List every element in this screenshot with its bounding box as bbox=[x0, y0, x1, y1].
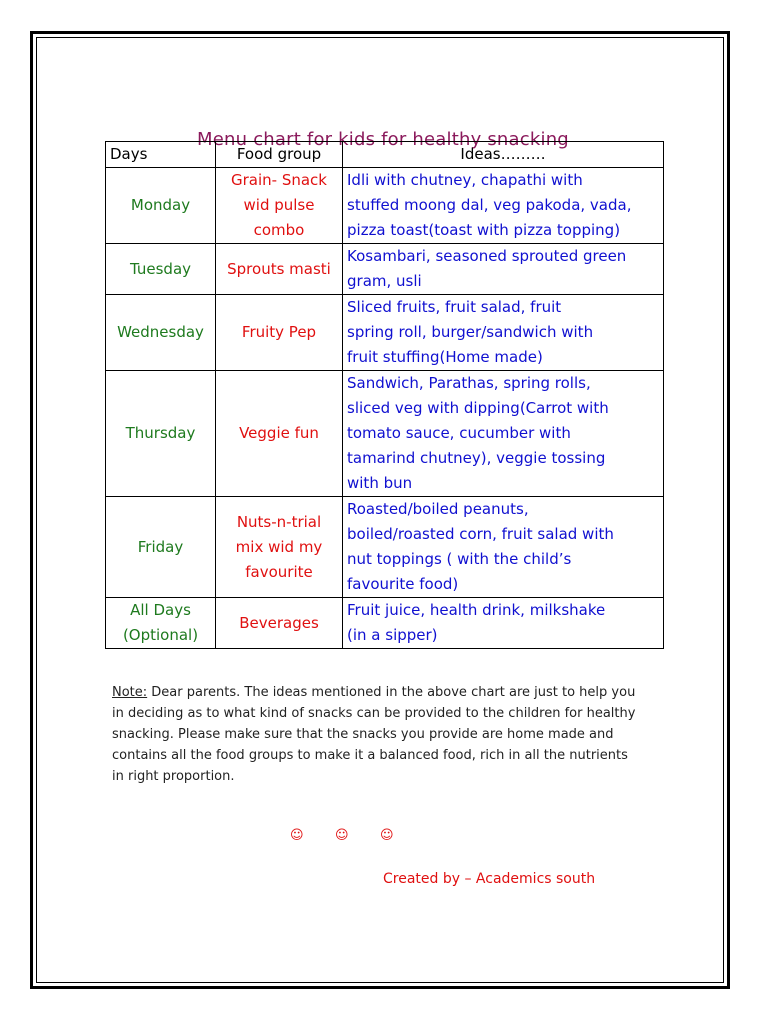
smiley-icon: ☺ bbox=[290, 828, 304, 843]
header-food-group: Food group bbox=[216, 142, 343, 168]
table-row bbox=[106, 244, 664, 295]
ideas-cell bbox=[343, 371, 664, 497]
day-cell-line: Wednesday bbox=[117, 323, 204, 341]
table-row bbox=[106, 497, 664, 598]
ideas-cell bbox=[343, 244, 664, 295]
ideas-cell-line: sliced veg with dipping(Carrot with bbox=[347, 399, 609, 417]
day-cell bbox=[106, 598, 216, 649]
food-group-cell bbox=[216, 244, 343, 295]
ideas-cell-line: Sandwich, Parathas, spring rolls, bbox=[347, 374, 591, 392]
food-group-cell-line: Nuts-n-trial bbox=[236, 512, 322, 531]
credit-line: Created by – Academics south bbox=[383, 871, 596, 887]
food-group-cell bbox=[216, 598, 343, 649]
day-cell-line: Thursday bbox=[125, 424, 196, 442]
day-cell bbox=[106, 371, 216, 497]
day-cell-line: Friday bbox=[137, 537, 184, 556]
ideas-cell bbox=[343, 598, 664, 649]
ideas-cell-line: gram, usli bbox=[347, 272, 422, 290]
day-cell-line: (Optional) bbox=[122, 626, 199, 644]
smiley-icon: ☺ bbox=[335, 828, 349, 843]
day-cell-line: Tuesday bbox=[129, 259, 192, 278]
table-row bbox=[106, 168, 664, 244]
food-group-cell bbox=[216, 371, 343, 497]
ideas-cell-line: Roasted/boiled peanuts, bbox=[347, 500, 529, 518]
food-group-cell-line: Beverages bbox=[239, 613, 319, 632]
food-group-cell-line: Grain- Snack bbox=[231, 171, 327, 189]
page-title: Menu chart for kids for healthy snacking bbox=[197, 129, 569, 150]
smiley-icon: ☺ bbox=[380, 828, 394, 843]
day-cell bbox=[106, 244, 216, 295]
ideas-cell-line: Kosambari, seasoned sprouted green bbox=[347, 247, 627, 265]
day-cell bbox=[106, 295, 216, 371]
ideas-cell-line: (in a sipper) bbox=[347, 626, 438, 644]
food-group-cell-line: Veggie fun bbox=[239, 424, 319, 442]
ideas-cell bbox=[343, 295, 664, 371]
food-group-cell-line: mix wid my bbox=[235, 537, 323, 556]
food-group-cell bbox=[216, 295, 343, 371]
ideas-cell-line: Fruit juice, health drink, milkshake bbox=[347, 601, 606, 619]
ideas-cell bbox=[343, 497, 664, 598]
day-cell-line: All Days bbox=[130, 601, 191, 619]
ideas-cell-line: spring roll, burger/sandwich with bbox=[347, 323, 594, 341]
food-group-cell bbox=[216, 168, 343, 244]
food-group-cell bbox=[216, 497, 343, 598]
ideas-cell-line: fruit stuffing(Home made) bbox=[347, 348, 543, 366]
ideas-cell-line: favourite food) bbox=[347, 575, 459, 593]
food-group-cell-line: wid pulse bbox=[243, 196, 315, 214]
ideas-cell-line: with bun bbox=[347, 474, 413, 492]
table-header-row bbox=[106, 142, 664, 168]
food-group-cell-line: Sprouts masti bbox=[227, 259, 331, 278]
note-text: Dear parents. The ideas mentioned in the above chart are just to help you in deciding as to what kind of snacks can be provided to the children for healthy snacking. Please make sure that the snacks you provide are home made and contains all the food groups to make it a balanced food, rich in all the nutrients in right proportion. bbox=[112, 685, 636, 784]
food-group-cell-line: favourite bbox=[245, 562, 313, 581]
header-ideas: Ideas……… bbox=[343, 142, 664, 168]
food-group-cell-line: combo bbox=[253, 221, 305, 239]
menu-table-body bbox=[106, 168, 664, 649]
note-label: Note: bbox=[112, 685, 148, 700]
table-row bbox=[106, 598, 664, 649]
ideas-cell-line: pizza toast(toast with pizza topping) bbox=[347, 221, 621, 239]
ideas-cell-line: boiled/roasted corn, fruit salad with bbox=[347, 525, 614, 543]
note-paragraph bbox=[112, 682, 642, 787]
ideas-cell-line: tamarind chutney), veggie tossing bbox=[347, 449, 606, 467]
table-row bbox=[106, 371, 664, 497]
day-cell bbox=[106, 168, 216, 244]
food-group-cell-line: Fruity Pep bbox=[241, 323, 317, 341]
day-cell bbox=[106, 497, 216, 598]
ideas-cell-line: stuffed moong dal, veg pakoda, vada, bbox=[347, 196, 632, 214]
ideas-cell-line: Sliced fruits, fruit salad, fruit bbox=[347, 298, 562, 316]
menu-table bbox=[105, 141, 664, 649]
day-cell-line: Monday bbox=[130, 196, 191, 214]
ideas-cell-line: nut toppings ( with the child’s bbox=[347, 550, 572, 568]
ideas-cell-line: Idli with chutney, chapathi with bbox=[347, 171, 583, 189]
ideas-cell-line: tomato sauce, cucumber with bbox=[347, 424, 571, 442]
ideas-cell bbox=[343, 168, 664, 244]
smiley-row bbox=[290, 828, 425, 843]
header-days: Days bbox=[106, 142, 216, 168]
table-row bbox=[106, 295, 664, 371]
